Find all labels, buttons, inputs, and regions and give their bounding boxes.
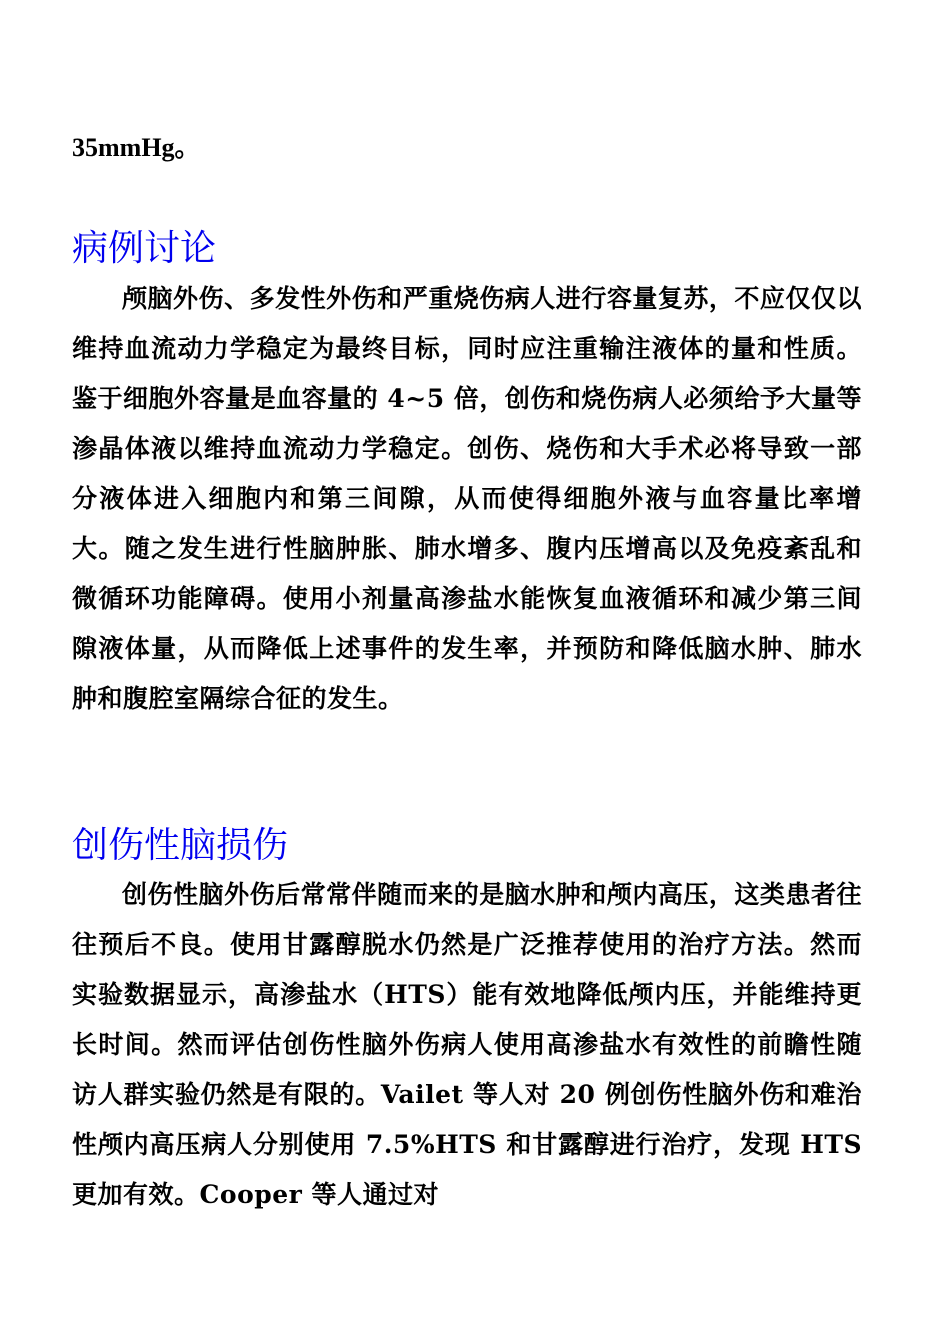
section-heading-traumatic-brain-injury: 创伤性脑损伤 bbox=[72, 825, 289, 866]
traumatic-brain-injury-paragraph: 创伤性脑外伤后常常伴随而来的是脑水肿和颅内高压，这类患者往往预后不良。使用甘露醇脱水仍然是广泛推荐使用的治疗方法。然而实验数据显示，高渗盐水（HTS）能有效地降低颅内压，并能维持更长时间。然而评估创伤性脑外伤病人使用高渗盐水有效性的前瞻性随访人群实验仍然是有限的。Vailet 等人对 20 例创伤性脑外伤和难治性颅内高压病人分别使用 7.5%HTS 和甘露醇进行治疗，发现 HTS 更加有效。Cooper 等人通过对 bbox=[72, 880, 862, 1209]
continuation-text: 35mmHg。 bbox=[72, 133, 201, 162]
section-heading-case-discussion: 病例讨论 bbox=[72, 228, 217, 269]
case-discussion-paragraph: 颅脑外伤、多发性外伤和严重烧伤病人进行容量复苏，不应仅仅以维持血流动力学稳定为最终目标，同时应注重输注液体的量和性质。鉴于细胞外容量是血容量的 4~5 倍，创伤和烧伤病人必须给予大量等渗晶体液以维持血流动力学稳定。创伤、烧伤和大手术必将导致一部分液体进入细胞内和第三间隙，从而使得细胞外液与血容量比率增大。随之发生进行性脑肿胀、肺水增多、腹内压增高以及免疫紊乱和微循环功能障碍。使用小剂量高渗盐水能恢复血液循环和减少第三间隙液体量，从而降低上述事件的发生率，并预防和降低脑水肿、肺水肿和腹腔室隔综合征的发生。 bbox=[72, 284, 862, 713]
